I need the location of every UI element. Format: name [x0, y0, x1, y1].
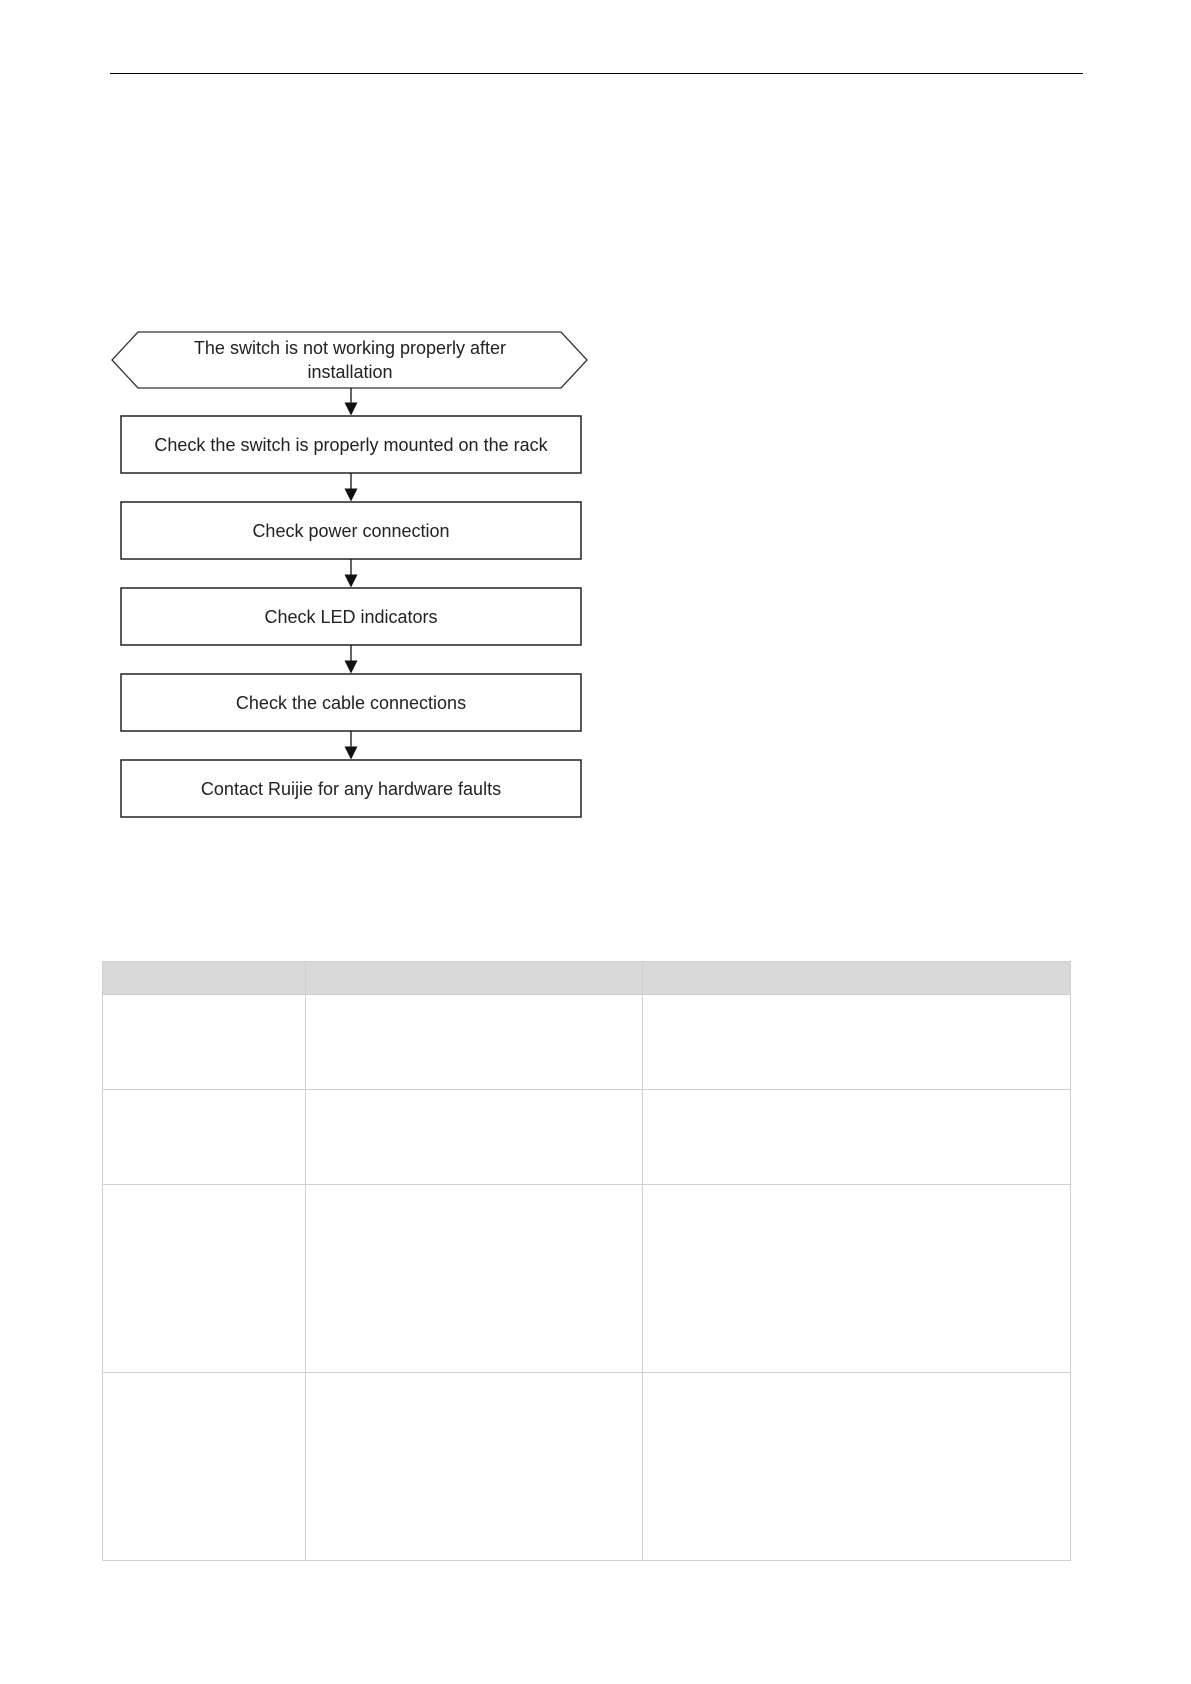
table-cell — [306, 995, 643, 1090]
table-header-cell — [643, 962, 1071, 995]
step-label-3: Check LED indicators — [264, 606, 438, 627]
step-label-5: Contact Ruijie for any hardware faults — [200, 778, 502, 799]
table-row — [103, 1090, 1071, 1185]
table-header-cell — [103, 962, 306, 995]
table-cell — [103, 1185, 306, 1373]
table-cell — [103, 995, 306, 1090]
table-cell — [103, 1090, 306, 1185]
table-cell — [643, 1185, 1071, 1373]
troubleshooting-table — [102, 961, 1071, 1561]
table-cell — [103, 1373, 306, 1561]
step-label-2: Check power connection — [252, 520, 450, 541]
table-cell — [643, 995, 1071, 1090]
step-label-4: Check the cable connections — [235, 692, 467, 713]
troubleshooting-flowchart — [110, 330, 590, 830]
start-node-label: The switch is not working properly after installation — [193, 338, 507, 382]
table-header-cell — [306, 962, 643, 995]
table-row — [103, 1185, 1071, 1373]
table-cell — [306, 1373, 643, 1561]
table-header-row — [103, 962, 1071, 995]
table-cell — [643, 1090, 1071, 1185]
flowchart-graphics — [110, 330, 590, 830]
table-cell — [306, 1090, 643, 1185]
header-rule — [110, 73, 1083, 74]
table-row — [103, 1373, 1071, 1561]
table-row — [103, 995, 1071, 1090]
step-label-1: Check the switch is properly mounted on the rack — [154, 434, 548, 455]
table-cell — [306, 1185, 643, 1373]
table-cell — [643, 1373, 1071, 1561]
